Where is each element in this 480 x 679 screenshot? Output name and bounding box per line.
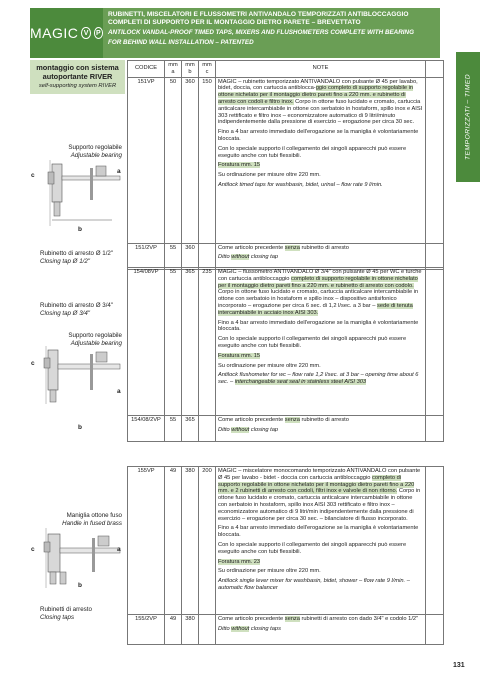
label-rubinetto-12: Rubinetto di arresto Ø 1/2" Closing tap Ø 1/2" [40, 250, 114, 265]
dim-c-1: c [31, 172, 35, 179]
table-row [128, 268, 444, 416]
cell-b: 365 [182, 268, 199, 416]
table-row [128, 416, 444, 442]
table-row [128, 467, 444, 615]
badge-v-icon: V [81, 27, 90, 39]
label-supporto-2: Supporto regolabile Adjustable bearing [68, 332, 122, 347]
th-mm-a: mm a [165, 61, 182, 78]
category-box [30, 60, 125, 94]
category-subtitle: self-supporting system RIVER [38, 83, 117, 89]
th-note: NOTE [216, 61, 426, 78]
cell-code: 151/2VP [128, 243, 165, 269]
cell-note: MAGIC – rubinetto temporizzato ANTIVANDALO con pulsante Ø 45 per lavabo, bidet, doccia, con cartuccia antiblocca-ggio completo di supporto regolabile in ottone nichelato per il montaggio dietro pareti fino a 220 mm. e rubinetto di arresto con codoli e filtro inox. Corpo in ottone fuso lucidato e cromato, cartuccia anticalcare intercambiabile in ottone con serbatoio in hostaform, spillo inox e AISI 303 rettificato e filtro inox – economizzatore automatico di 9 litri/minuto indipendentemente dalla pressione di esercizio – erogazione per circa 30 sec. Fino a 4 bar arresto immediato dell'erogazione se la maniglia è volontariamente bloccata. Con lo speciale supporto il collegamento dei singoli apparecchi può essere eseguito anche con tubi flessibili. Foratura mm. 15 Su ordinazione per misure oltre 220 mm. Antilock timed taps for washbasin, bidet, urinal – flow rate 9 l/min. [216, 77, 426, 243]
spec-table-3 [127, 466, 444, 645]
cell-b: 380 [182, 615, 199, 645]
table-row [128, 615, 444, 645]
side-tab-label: TEMPORIZZATI – TIMED [464, 73, 472, 161]
cell-a: 50 [165, 77, 182, 243]
cell-c [199, 416, 216, 442]
title-en-1: ANTILOCK VANDAL-PROOF TIMED TAPS, MIXERS AND FLUSHOMETERS COMPLETE WITH BEARING [108, 29, 414, 36]
dim-b-1: b [78, 226, 82, 233]
cell-code: 151VP [128, 77, 165, 243]
cell-note: Come articolo precedente senza rubinetto di arresto Ditto without closing tap [216, 416, 426, 442]
left-column [30, 60, 125, 94]
header-title-block [103, 8, 440, 58]
cell-b: 360 [182, 77, 199, 243]
brand-logo [30, 8, 103, 58]
table-row [128, 77, 444, 243]
cell-b: 380 [182, 467, 199, 615]
th-extra [426, 61, 444, 78]
cell-code: 154/08/2VP [128, 416, 165, 442]
side-tab-temporizzati [456, 52, 480, 182]
cell-note: MAGIC – flussometro ANTIVANDALO Ø 3/4" con pulsante Ø 45 per WC e turche con cartuccia antibloccaggio completo di supporto regolabile in ottone nichelato per il montaggio dietro pareti fino a 220 mm. e rubinetto di arresto con codolo. Corpo in ottone fuso lucidato e cromato, cartuccia anticalcare intercambiabile in ottone con serbatoio in hostaform e spillo inox – dispositivo antisifonico incorporato – erogazione per circa 6 sec. di 1,2 l/sec. a 3 bar – sede di tenuta intercambiabile in acciaio inox AISI 303. Fino a 4 bar arresto immediato dell'erogazione se la maniglia è volontariamente bloccata. Con lo speciale supporto il collegamento dei singoli apparecchi può essere eseguito anche con tubi flessibili. Foratura mm. 15 Su ordinazione per misure oltre 220 mm. Antilock flushometer for wc – flow rate 1,2 l/sec. at 3 bar – opening time about 6 sec. – interchangeable seat seal in stainless steel AISI 303 [216, 268, 426, 416]
cell-c: 235 [199, 268, 216, 416]
label-supporto-1: Supporto regolabile Adjustable bearing [68, 144, 122, 159]
cell-c: 200 [199, 467, 216, 615]
label-rubinetto-34: Rubinetto di arresto Ø 3/4" Closing tap Ø 3/4" [40, 302, 114, 317]
cell-a: 49 [165, 615, 182, 645]
cell-a: 55 [165, 416, 182, 442]
cell-a: 49 [165, 467, 182, 615]
table-header-row [128, 61, 444, 78]
dim-b-3: b [78, 582, 82, 589]
spec-table-2 [127, 267, 444, 442]
dim-a-2: a [117, 388, 121, 395]
category-title: montaggio con sistema autoportante RIVER [36, 63, 119, 81]
cell-b: 360 [182, 243, 199, 269]
cell-note: MAGIC – miscelatore monocomando temporizzato ANTIVANDALO con pulsante Ø 45 per lavabo - bidet - doccia con cartuccia antibloccaggio completo di supporto regolabile in ottone nichelato per il montaggio dietro pareti fino a 220 mm. e 2 rubinetti di arresto con codoli, filtri inox e valvole di non ritorno. Corpo in ottone fuso lucidato e cromato, cartuccia anticalcare intercambiabile in ottone con serbatoio in hostaform, spillo inox AISI 303 rettificato e filtro inox – economizzatore automatico di 9 litri/min indipendentemente dalla pressione di esercizio – erogazione per circa 30 sec. – bilanciatore di flusso incorporato. Fino a 4 bar arresto immediato dell'erogazione se la maniglia è volontariamente bloccata. Con lo speciale supporto il collegamento dei singoli apparecchi può essere eseguito anche con tubi flessibili. Foratura mm. 23 Su ordinazione per misure oltre 220 mm. Antilock single lever mixer for washbasin, bidet, shower – flow rate 9 l/min. – automatic flow balancer [216, 467, 426, 615]
cell-a: 55 [165, 268, 182, 416]
cell-c [199, 243, 216, 269]
cell-code: 155VP [128, 467, 165, 615]
spec-table-1 [127, 60, 444, 270]
dim-b-2: b [78, 424, 82, 431]
product-drawing-15408vp [38, 346, 125, 406]
dim-c-2: c [31, 360, 35, 367]
cell-b: 365 [182, 416, 199, 442]
th-code: CODICE [128, 61, 165, 78]
title-it-2: COMPLETI DI SUPPORTO PER IL MONTAGGIO DIETRO PARETE – BREVETTATO [108, 19, 361, 26]
label-maniglia: Maniglia ottone fuso Handle in fused brass [62, 512, 122, 527]
cell-c: 150 [199, 77, 216, 243]
cell-code: 155/2VP [128, 615, 165, 645]
dim-c-3: c [31, 546, 35, 553]
page-header [30, 8, 440, 58]
product-drawing-155vp [38, 528, 125, 590]
dim-a-1: a [117, 168, 121, 175]
dim-a-3: a [117, 546, 121, 553]
th-mm-b: mm b [182, 61, 199, 78]
title-it-1: RUBINETTI, MISCELATORI E FLUSSOMETRI ANTIVANDALO TEMPORIZZATI ANTIBLOCCAGGIO [108, 11, 409, 18]
cell-note: Come articolo precedente senza rubinetto di arresto Ditto without closing tap [216, 243, 426, 269]
label-rubinetti: Rubinetti di arresto Closing taps [40, 606, 92, 621]
cell-note: Come articolo precedente senza rubinetti di arresto con dado 3/4" e codolo 1/2" Ditto without closing taps [216, 615, 426, 645]
cell-a: 55 [165, 243, 182, 269]
cell-c [199, 615, 216, 645]
page-number: 131 [453, 662, 465, 669]
title-en-2: FOR BEHIND WALL INSTALLATION – PATENTED [108, 38, 254, 46]
brand-word: MAGIC [30, 25, 79, 41]
badge-p-icon: P [94, 27, 103, 39]
cell-code: 154/08VP [128, 268, 165, 416]
product-drawing-151vp [40, 158, 125, 228]
th-mm-c: mm c [199, 61, 216, 78]
table-row [128, 243, 444, 269]
